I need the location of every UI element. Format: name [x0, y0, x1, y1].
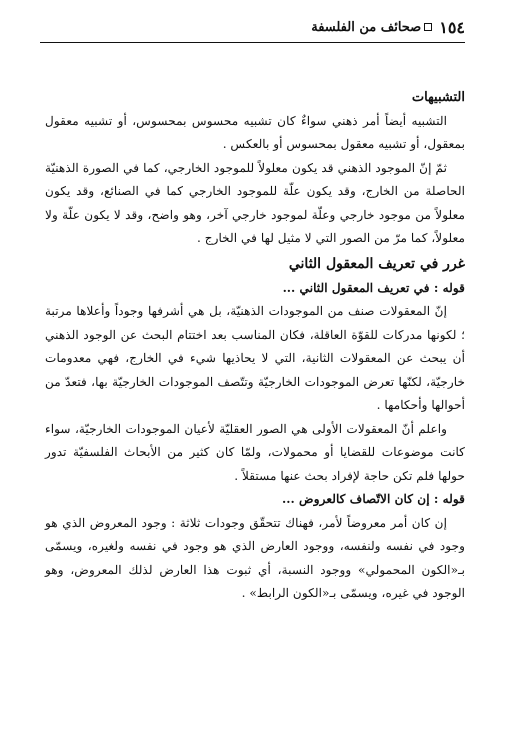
page-body	[45, 86, 465, 606]
square-ornament-icon	[424, 23, 432, 31]
section-title-second-intelligible: غرر في تعريف المعقول الثاني	[288, 255, 465, 272]
paragraph: واعلم أنّ المعقولات الأولى هي الصور العقليّة لأعيان الموجودات الخارجيّة، سواء كانت موضوعات للقضايا أو محمولات، ولمّا كان كثير من الأبحاث الفلسفيّة تدور حولها فلم تكن حاجة لإفراد بحث عنها مستقلاً .	[45, 421, 465, 483]
paragraph: ثمّ إنّ الموجود الذهني قد يكون معلولاً للموجود الخارجي، كما في الصورة الذهنيّة الحاصلة من الخارج، وقد يكون علّة للموجود الخارجي كما في الصنائع، وقد يكون معلولاً من موجود خارجي وعلّة لموجود خارجي آخر، وهو واضح، وقد لا يكون علّة ولا معلولاً، كما مرّ من الصور التي لا مثيل لها في الخارج .	[45, 160, 465, 245]
running-header	[40, 16, 465, 38]
section-heading-tashbihat: التشبيهات	[411, 90, 465, 105]
paragraph: إنّ المعقولات صنف من الموجودات الذهنيّة، بل هي أشرفها وجوداً وأعلاها مرتبة ؛ لكونها مدركات للقوّة العاقلة، فكان المناسب بعد اختتام البحث عن الوجود الذهني أن يبحث عن المعقولات الثانية، التي لا يحاذيها شيء في الخارج، فهي معدومات خارجيّة، لكنّها تعرض الموجودات الخارجيّة وتتّصف الموجودات الخارجيّة بها، فتعدّ من أحوالها وأحكامها .	[45, 304, 465, 412]
quote-heading: قوله : في تعريف المعقول الثاني ...	[282, 280, 465, 295]
header-rule	[40, 42, 465, 43]
paragraph: التشبيه أيضاً أمر ذهني سواءٌ كان تشبيه محسوس بمحسوس، أو تشبيه معقول بمعقول، أو تشبيه معقول بمحسوس أو بالعكس .	[45, 113, 465, 151]
page-number: ١٥٤	[439, 17, 465, 37]
quote-heading: قوله : إن كان الاتّصاف كالعروض ...	[282, 492, 465, 506]
paragraph: إن كان أمر معروضاً لأمر، فهناك تتحقّق وجودات ثلاثة : وجود المعروض الذي هو وجود في نفسه ولنفسه، ووجود العارض الذي هو وجود في نفسه ولغيره، ويسمّى بـ«الكون المحمولي» ووجود النسبة، أي ثبوت هذا العارض لذلك المعروض، وهو الوجود في غيره، ويسمّى بـ«الكون الرابط» .	[45, 515, 465, 600]
running-title: صحائف من الفلسفة	[311, 19, 422, 35]
